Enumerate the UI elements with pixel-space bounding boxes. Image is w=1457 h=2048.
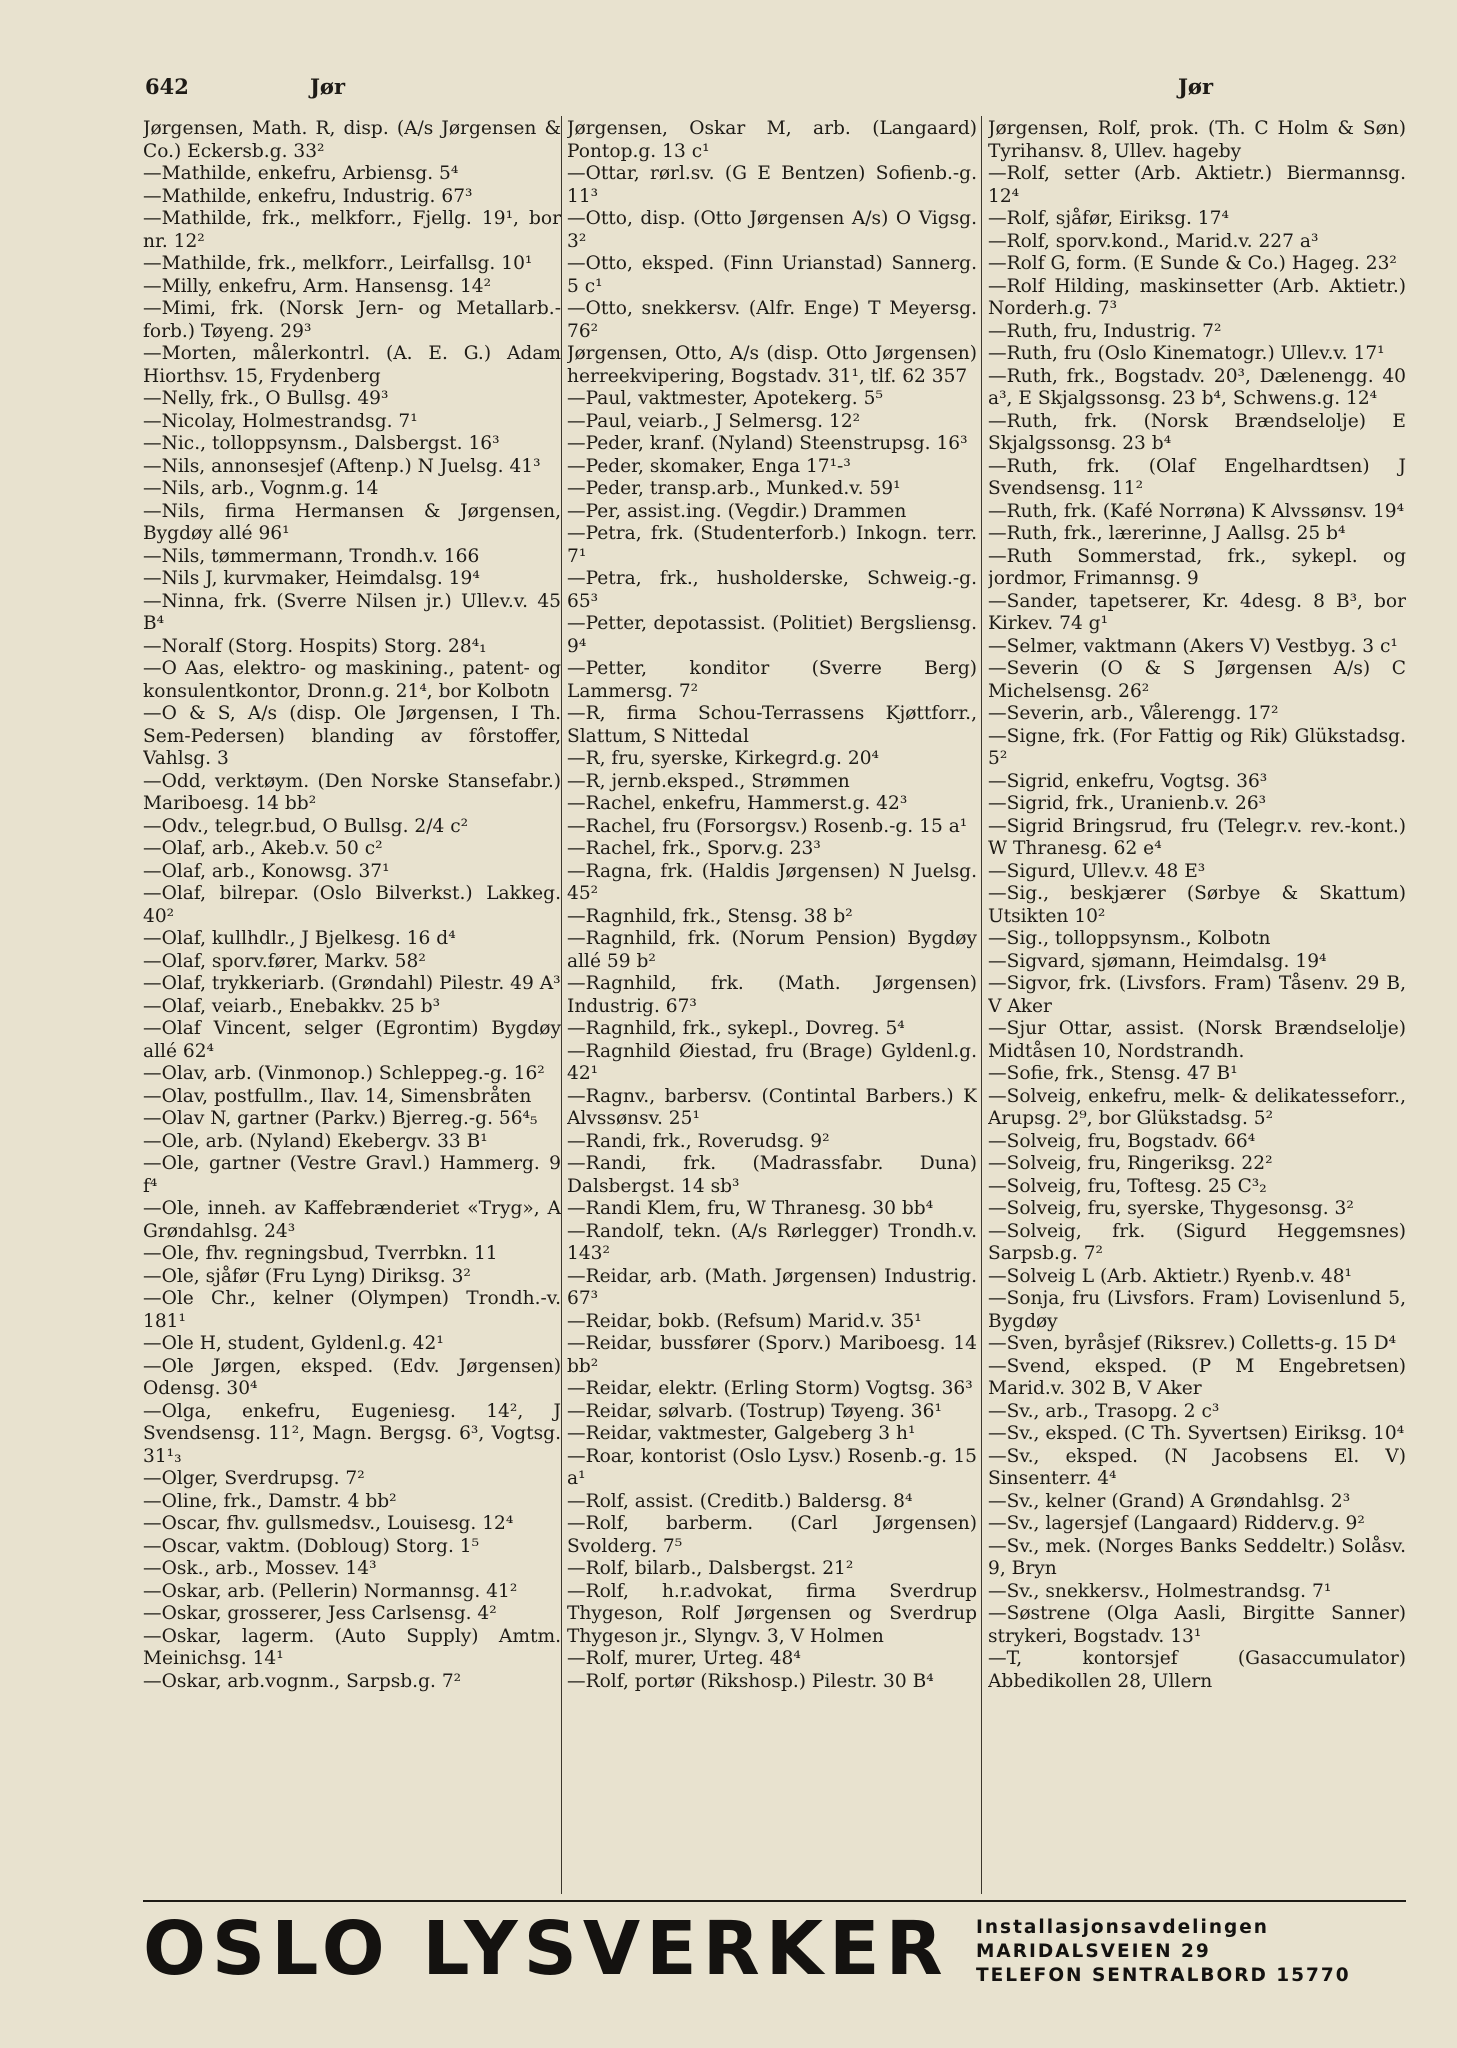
directory-entry: —Olaf, sporv.fører, Markv. 58² — [143, 950, 426, 972]
directory-entry: —Rachel, fru (Forsorgsv.) Rosenb.-g. 15 a¹ — [567, 815, 968, 837]
directory-column-3 — [988, 118, 1406, 1893]
directory-entry: —Reidar, elektr. (Erling Storm) Vogtsg. 36³ — [567, 1378, 973, 1399]
directory-entry: —Oskar, grosserer, Jess Carlsensg. 4² — [143, 1603, 497, 1624]
running-header-right: Jør — [1178, 74, 1214, 99]
directory-entry: —Oscar, vaktm. (Dobloug) Storg. 1⁵ — [143, 1535, 480, 1557]
directory-entry: —Ruth Sommerstad, frk., sykepl. og jordmor, Frimannsg. 9 — [988, 545, 1406, 589]
directory-entry: —Ruth, frk. (Kafé Norrøna) K Alvssønsv. 19⁴ — [988, 500, 1405, 522]
directory-entry: —Sv., eksped. (C Th. Syvertsen) Eiriksg. 10⁴ — [988, 1423, 1405, 1444]
directory-entry: —Sv., kelner (Grand) A Grøndahlsg. 2³ — [988, 1490, 1351, 1512]
directory-entry: —R, firma Schou-Terrassens Kjøttforr., Slattum, S Nittedal — [567, 703, 977, 747]
directory-entry: —Ragnhild, frk., sykepl., Dovreg. 5⁴ — [567, 1018, 905, 1039]
directory-entry: —Solveig, fru, syerske, Thygesonsg. 3² — [988, 1198, 1354, 1219]
directory-entry: —Sjur Ottar, assist. (Norsk Brændselolje) Midtåsen 10, Nordstrandh. — [988, 1018, 1406, 1062]
directory-entry: —Sigrid Bringsrud, fru (Telegr.v. rev.-kont.) W Thranesg. 62 e⁴ — [988, 815, 1406, 859]
directory-entry: —Signe, frk. (For Fattig og Rik) Glükstadsg. 5² — [988, 725, 1406, 769]
directory-entry: —Sig., tolloppsynsm., Kolbotn — [988, 928, 1271, 949]
directory-entry: —Ole Jørgen, eksped. (Edv. Jørgensen) Odensg. 30⁴ — [143, 1355, 561, 1399]
directory-entry: —Roar, kontorist (Oslo Lysv.) Rosenb.-g. 15 a¹ — [567, 1445, 977, 1489]
directory-entry: —Morten, målerkontrl. (A. E. G.) Adam Hiorthsv. 15, Frydenberg — [143, 343, 561, 387]
directory-entry: —Rachel, enkefru, Hammerst.g. 42³ — [567, 793, 908, 814]
directory-entry: —Reidar, sølvarb. (Tostrup) Tøyeng. 36¹ — [567, 1400, 942, 1422]
directory-entry: —Peder, transp.arb., Munked.v. 59¹ — [567, 478, 901, 499]
directory-entry: —Ruth, frk. (Norsk Brændselolje) E Skjalgssonsg. 23 b⁴ — [988, 410, 1406, 454]
directory-entry: —Nils, arb., Vognm.g. 14 — [143, 478, 379, 499]
directory-entry: —Reidar, bokb. (Refsum) Marid.v. 35¹ — [567, 1310, 922, 1332]
directory-entry: —Ruth, fru, Industrig. 7² — [988, 320, 1222, 342]
directory-entry: —R, fru, syerske, Kirkegrd.g. 20⁴ — [567, 748, 879, 769]
directory-entry: —Nicolay, Holmestrandsg. 7¹ — [143, 410, 418, 432]
directory-entry: —Rolf, portør (Rikshosp.) Pilestr. 30 B⁴ — [567, 1670, 934, 1692]
directory-entry: —Olaf, veiarb., Enebakkv. 25 b³ — [143, 995, 441, 1017]
directory-entry: —Rolf G, form. (E Sunde & Co.) Hageg. 23² — [988, 253, 1397, 274]
directory-entry: —Mathilde, enkefru, Arbiensg. 5⁴ — [143, 163, 459, 184]
directory-entry: —Olaf, bilrepar. (Oslo Bilverkst.) Lakkeg. 40² — [143, 883, 561, 927]
column-divider — [981, 116, 982, 1894]
directory-entry: —Randi, frk. (Madrassfabr. Duna) Dalsbergst. 14 sb³ — [567, 1153, 977, 1197]
directory-entry: —Petra, frk., husholderske, Schweig.-g. 65³ — [567, 568, 977, 612]
directory-entry: —Rolf, bilarb., Dalsbergst. 21² — [567, 1558, 854, 1579]
directory-entry: —Solveig, frk. (Sigurd Heggemsnes) Sarpsb.g. 7² — [988, 1220, 1406, 1264]
directory-entry: —Otto, disp. (Otto Jørgensen A/s) O Vigsg. 3² — [567, 208, 977, 252]
directory-entry: Jørgensen, Rolf, prok. (Th. C Holm & Søn) Tyrihansv. 8, Ullev. hageby — [988, 118, 1406, 162]
directory-entry: —Mathilde, enkefru, Industrig. 67³ — [143, 185, 473, 207]
directory-entry: —Olger, Sverdrupsg. 7² — [143, 1468, 365, 1489]
directory-entry: —Sv., arb., Trasopg. 2 c³ — [988, 1400, 1220, 1422]
directory-entry: —Rolf, barberm. (Carl Jørgensen) Svolderg. 7⁵ — [567, 1513, 977, 1557]
directory-entry: —Nils, annonsesjef (Aftenp.) N Juelsg. 41³ — [143, 455, 541, 477]
directory-column-1 — [143, 118, 561, 1893]
directory-entry: —Nils, tømmermann, Trondh.v. 166 — [143, 545, 480, 567]
directory-entry: —Rolf, setter (Arb. Aktietr.) Biermannsg. 12⁴ — [988, 163, 1406, 207]
directory-entry: —Olav N, gartner (Parkv.) Bjerreg.-g. 56⁴₅ — [143, 1108, 538, 1129]
directory-entry: —Odv., telegr.bud, O Bullsg. 2/4 c² — [143, 815, 469, 837]
directory-entry: —Svend, eksped. (P M Engebretsen) Marid.v. 302 B, V Aker — [988, 1355, 1406, 1399]
directory-entry: —Ole H, student, Gyldenl.g. 42¹ — [143, 1333, 444, 1354]
directory-entry: —Olaf, trykkeriarb. (Grøndahl) Pilestr. 49 A³ — [143, 973, 561, 994]
directory-entry: —Ragna, frk. (Haldis Jørgensen) N Juelsg. 45² — [567, 860, 977, 904]
advertisement-address: MARIDALSVEIEN 29 — [976, 1941, 1211, 1962]
page-number: 642 — [145, 74, 189, 99]
directory-entry: —R, jernb.eksped., Strømmen — [567, 770, 850, 792]
directory-entry: —Solveig, fru, Toftesg. 25 C³₂ — [988, 1175, 1267, 1197]
directory-entry: Jørgensen, Math. R, disp. (A/s Jørgensen & Co.) Eckersb.g. 33² — [143, 118, 561, 162]
directory-entry: —Sigvard, sjømann, Heimdalsg. 19⁴ — [988, 950, 1327, 972]
directory-entry: —Paul, vaktmester, Apotekerg. 5⁵ — [567, 388, 883, 409]
directory-entry: —Rolf, h.r.advokat, firma Sverdrup Thygeson, Rolf Jørgensen og Sverdrup Thygeson jr., Slyngv. 3, V Holmen — [567, 1580, 977, 1647]
directory-entry: —Ragnhild Øiestad, fru (Brage) Gyldenl.g. 42¹ — [567, 1040, 977, 1084]
directory-entry: —Rolf, murer, Urteg. 48⁴ — [567, 1648, 801, 1669]
directory-entry: —Rachel, frk., Sporv.g. 23³ — [567, 838, 821, 859]
directory-entry: —Odd, verktøym. (Den Norske Stansefabr.) Mariboesg. 14 bb² — [143, 770, 561, 814]
directory-entry: —Ragnhild, frk., Stensg. 38 b² — [567, 905, 853, 927]
directory-entry: —Ole, arb. (Nyland) Ekebergv. 33 B¹ — [143, 1130, 488, 1152]
directory-entry: —Rolf, sjåfør, Eiriksg. 17⁴ — [988, 208, 1229, 229]
directory-entry: —Solveig L (Arb. Aktietr.) Ryenb.v. 48¹ — [988, 1265, 1353, 1287]
directory-entry: —Olav, arb. (Vinmonop.) Schleppeg.-g. 16² — [143, 1063, 545, 1084]
directory-entry: —Ragnv., barbersv. (Contintal Barbers.) K Alvssønsv. 25¹ — [567, 1085, 977, 1129]
advertisement-phone: TELEFON SENTRALBORD 15770 — [976, 1965, 1351, 1986]
directory-entry: —Oskar, arb.vognm., Sarpsb.g. 7² — [143, 1670, 462, 1692]
directory-entry: —Solveig, enkefru, melk- & delikatesseforr., Arupsg. 2⁹, bor Glükstadsg. 5² — [988, 1085, 1406, 1129]
directory-entry: —Peder, skomaker, Enga 17¹-³ — [567, 455, 851, 477]
directory-entry: —Ruth, frk., Bogstadv. 20³, Dælenengg. 40 a³, E Skjalgssonsg. 23 b⁴, Schwens.g. 12⁴ — [988, 365, 1406, 409]
directory-entry: —Petter, konditor (Sverre Berg) Lammersg. 7² — [567, 658, 977, 702]
advertisement-department: Installasjonsavdelingen — [976, 1917, 1269, 1938]
directory-entry: —Sv., eksped. (N Jacobsens El. V) Sinsenterr. 4⁴ — [988, 1445, 1406, 1489]
directory-entry: Jørgensen, Otto, A/s (disp. Otto Jørgensen) herreekvipering, Bogstadv. 31¹, tlf. 62 357 — [567, 343, 977, 387]
directory-entry: —Sigrid, frk., Uranienb.v. 26³ — [988, 793, 1267, 814]
directory-entry: —Nils, firma Hermansen & Jørgensen, Bygdøy allé 96¹ — [143, 500, 561, 544]
directory-entry: —Nelly, frk., O Bullsg. 49³ — [143, 388, 389, 409]
directory-entry: —Mimi, frk. (Norsk Jern- og Metallarb.-forb.) Tøyeng. 29³ — [143, 298, 561, 342]
directory-entry: —Ole, inneh. av Kaffebrænderiet «Tryg», A Grøndahlsg. 24³ — [143, 1198, 561, 1242]
directory-entry: —T, kontorsjef (Gasaccumulator) Abbedikollen 28, Ullern — [988, 1648, 1406, 1692]
directory-entry: —Olaf, arb., Akeb.v. 50 c² — [143, 838, 383, 859]
directory-entry: —Oskar, arb. (Pellerin) Normannsg. 41² — [143, 1580, 518, 1602]
directory-entry: —Solveig, fru, Bogstadv. 66⁴ — [988, 1130, 1256, 1152]
directory-entry: —Sofie, frk., Stensg. 47 B¹ — [988, 1063, 1238, 1084]
directory-entry: —Oskar, lagerm. (Auto Supply) Amtm. Meinichsg. 14¹ — [143, 1625, 561, 1669]
directory-entry: —Sigurd, Ullev.v. 48 E³ — [988, 860, 1206, 882]
directory-entry: —Sander, tapetserer, Kr. 4desg. 8 B³, bor Kirkev. 74 g¹ — [988, 590, 1406, 634]
directory-entry: —Sv., snekkersv., Holmestrandsg. 7¹ — [988, 1580, 1332, 1602]
directory-entry: —Mathilde, frk., melkforr., Fjellg. 19¹, bor nr. 12² — [143, 208, 561, 252]
directory-entry: —Søstrene (Olga Aasli, Birgitte Sanner) strykeri, Bogstadv. 13¹ — [988, 1603, 1406, 1647]
directory-entry: —Rolf, sporv.kond., Marid.v. 227 a³ — [988, 230, 1319, 252]
directory-entry: —Osk., arb., Mossev. 14³ — [143, 1558, 377, 1579]
directory-entry: —Selmer, vaktmann (Akers V) Vestbyg. 3 c¹ — [988, 635, 1398, 657]
directory-entry: —Ole, gartner (Vestre Gravl.) Hammerg. 9 f⁴ — [143, 1153, 561, 1197]
directory-entry: —Reidar, bussfører (Sporv.) Mariboesg. 14 bb² — [567, 1333, 977, 1377]
directory-entry: —Ole Chr., kelner (Olympen) Trondh.-v. 181¹ — [143, 1288, 561, 1332]
directory-entry: —Randi Klem, fru, W Thranesg. 30 bb⁴ — [567, 1198, 934, 1219]
directory-entry: —Peder, kranf. (Nyland) Steenstrupsg. 16³ — [567, 433, 968, 454]
directory-entry: —Milly, enkefru, Arm. Hansensg. 14² — [143, 275, 492, 297]
directory-entry: —Olga, enkefru, Eugeniesg. 14², J Svendsensg. 11², Magn. Bergsg. 6³, Vogtsg. 31¹₃ — [143, 1400, 561, 1467]
directory-entry: Jørgensen, Oskar M, arb. (Langaard) Pontop.g. 13 c¹ — [567, 118, 977, 162]
directory-entry: —Ruth, frk. (Olaf Engelhardtsen) J Svendsensg. 11² — [988, 455, 1406, 499]
directory-entry: —Sonja, fru (Livsfors. Fram) Lovisenlund 5, Bygdøy — [988, 1288, 1406, 1332]
directory-entry: —O & S, A/s (disp. Ole Jørgensen, I Th. Sem-Pedersen) blanding av fôrstoffer, Vahlsg. 3 — [143, 703, 561, 769]
directory-entry: —Otto, snekkersv. (Alfr. Enge) T Meyersg. 76² — [567, 298, 977, 342]
directory-entry: —Ole, fhv. regningsbud, Tverrbkn. 11 — [143, 1243, 498, 1264]
directory-column-2 — [567, 118, 977, 1893]
directory-entry: —Oline, frk., Damstr. 4 bb² — [143, 1490, 397, 1512]
directory-entry: —Randolf, tekn. (A/s Rørlegger) Trondh.v. 143² — [567, 1220, 977, 1264]
directory-entry: —O Aas, elektro- og maskining., patent- og konsulentkontor, Dronn.g. 21⁴, bor Kolbotn — [143, 658, 561, 702]
directory-entry: —Ruth, fru (Oslo Kinematogr.) Ullev.v. 17¹ — [988, 343, 1385, 364]
advertisement-company-name: OSLO LYSVERKER — [143, 1906, 949, 1992]
directory-entry: —Paul, veiarb., J Selmersg. 12² — [567, 410, 861, 432]
directory-entry: —Ole, sjåfør (Fru Lyng) Diriksg. 3² — [143, 1265, 471, 1287]
directory-entry: —Nic., tolloppsynsm., Dalsbergst. 16³ — [143, 433, 500, 454]
directory-entry: —Nils J, kurvmaker, Heimdalsg. 19⁴ — [143, 568, 480, 589]
directory-entry: —Sigvor, frk. (Livsfors. Fram) Tåsenv. 29 B, V Aker — [988, 973, 1406, 1017]
directory-entry: —Ragnhild, frk. (Math. Jørgensen) Industrig. 67³ — [567, 973, 977, 1017]
directory-entry: —Noralf (Storg. Hospits) Storg. 28⁴₁ — [143, 635, 487, 657]
directory-entry: —Ragnhild, frk. (Norum Pension) Bygdøy allé 59 b² — [567, 928, 977, 972]
directory-entry: —Severin (O & S Jørgensen A/s) C Michelsensg. 26² — [988, 658, 1406, 702]
column-divider — [561, 116, 562, 1894]
directory-entry: —Ottar, rørl.sv. (G E Bentzen) Sofienb.-g. 11³ — [567, 163, 977, 207]
directory-entry: —Severin, arb., Vålerengg. 17² — [988, 703, 1279, 724]
advertisement-divider — [143, 1900, 1406, 1902]
directory-entry: —Otto, eksped. (Finn Urianstad) Sannerg. 5 c¹ — [567, 253, 977, 297]
directory-entry: —Reidar, arb. (Math. Jørgensen) Industrig. 67³ — [567, 1265, 977, 1309]
directory-entry: —Sv., mek. (Norges Banks Seddeltr.) Solåsv. 9, Bryn — [988, 1535, 1406, 1579]
directory-entry: —Ruth, frk., lærerinne, J Aallsg. 25 b⁴ — [988, 523, 1346, 544]
directory-entry: —Mathilde, frk., melkforr., Leirfallsg. 10¹ — [143, 253, 533, 274]
running-header-left: Jør — [310, 74, 346, 99]
directory-entry: —Petter, depotassist. (Politiet) Bergsliensg. 9⁴ — [567, 613, 977, 657]
directory-entry: —Per, assist.ing. (Vegdir.) Drammen — [567, 500, 907, 522]
directory-entry: —Ninna, frk. (Sverre Nilsen jr.) Ullev.v. 45 B⁴ — [143, 590, 561, 634]
directory-entry: —Sven, byråsjef (Riksrev.) Colletts-g. 15 D⁴ — [988, 1333, 1397, 1354]
directory-entry: —Reidar, vaktmester, Galgeberg 3 h¹ — [567, 1423, 916, 1444]
directory-entry: —Sigrid, enkefru, Vogtsg. 36³ — [988, 770, 1268, 792]
directory-entry: —Randi, frk., Roverudsg. 9² — [567, 1130, 830, 1152]
directory-entry: —Solveig, fru, Ringeriksg. 22² — [988, 1153, 1273, 1174]
directory-entry: —Sig., beskjærer (Sørbye & Skattum) Utsikten 10² — [988, 883, 1406, 927]
directory-entry: —Rolf Hilding, maskinsetter (Arb. Aktietr.) Norderh.g. 7³ — [988, 275, 1406, 319]
directory-entry: —Oscar, fhv. gullsmedsv., Louisesg. 12⁴ — [143, 1513, 514, 1534]
directory-entry: —Petra, frk. (Studenterforb.) Inkogn. terr. 7¹ — [567, 523, 977, 567]
directory-entry: —Sv., lagersjef (Langaard) Ridderv.g. 9² — [988, 1513, 1365, 1534]
directory-entry: —Olaf, arb., Konowsg. 37¹ — [143, 860, 390, 882]
directory-entry: —Rolf, assist. (Creditb.) Baldersg. 8⁴ — [567, 1490, 913, 1512]
directory-entry: —Olaf, kullhdlr., J Bjelkesg. 16 d⁴ — [143, 928, 456, 949]
directory-entry: —Olav, postfullm., Ilav. 14, Simensbråten — [143, 1085, 532, 1107]
directory-entry: —Olaf Vincent, selger (Egrontim) Bygdøy allé 62⁴ — [143, 1018, 561, 1062]
advertisement-contact — [976, 1916, 1408, 1988]
